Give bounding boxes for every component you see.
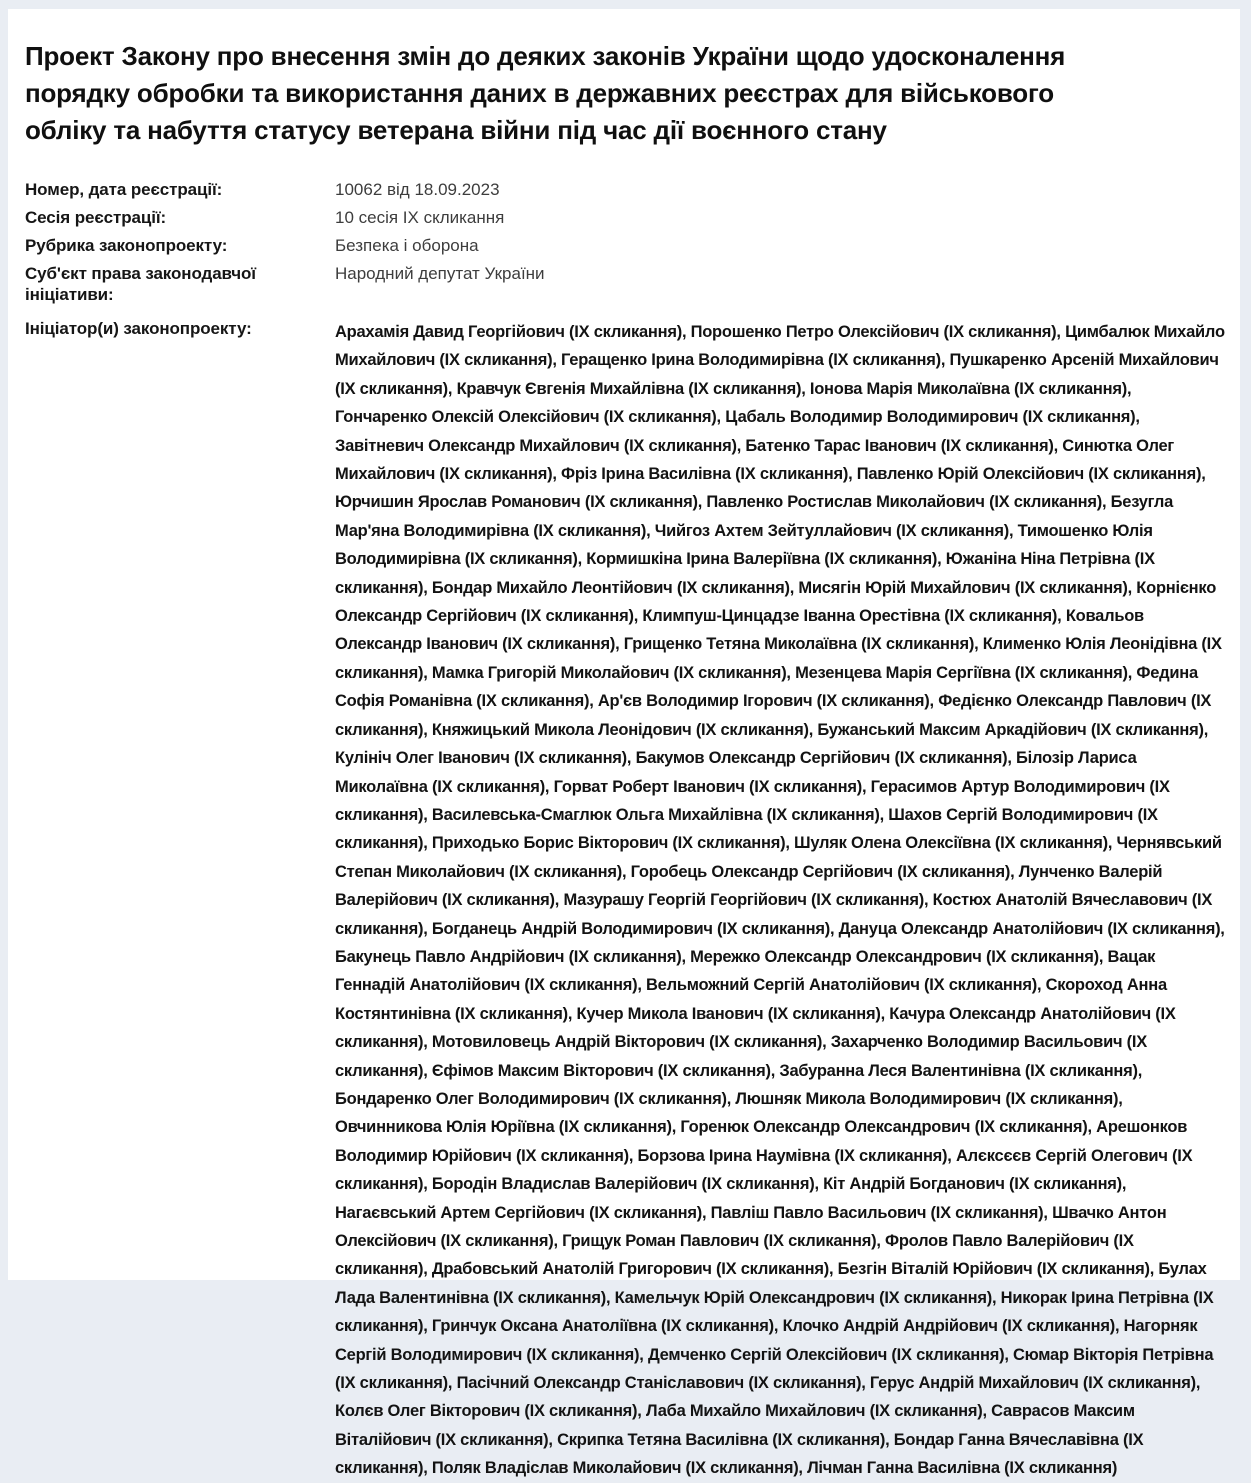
initiative-subject-value: Народний депутат України — [335, 263, 1234, 305]
bill-metadata-list — [25, 179, 1234, 1483]
registration-number-value: 10062 від 18.09.2023 — [335, 179, 1234, 200]
bill-detail-card — [8, 9, 1240, 1280]
registration-number-label: Номер, дата реєстрації: — [25, 179, 335, 200]
field-row-initiators — [25, 318, 1234, 1483]
bill-title: Проект Закону про внесення змін до деяких законів України щодо удосконалення порядку обробки та використання даних в державних реєстрах для військового обліку та набуття статусу ветерана війни під час дії воєнного стану — [25, 9, 1160, 149]
initiators-value: Арахамія Давид Георгійович (IX скликання), Порошенко Петро Олексійович (IX скликання), Цимбалюк Михайло Михайлович (IX скликання), Геращенко Ірина Володимирівна (IX скликання), Пушкаренко Арсеній Михайлович (IX скликання), Кравчук Євгенія Михайлівна (IX скликання), Іонова Марія Миколаївна (IX скликання), Гончаренко Олексій Олексійович (IX скликання), Цабаль Володимир Володимирович (IX скликання), Завітневич Олександр Михайлович (IX скликання), Батенко Тарас Іванович (IX скликання), Синютка Олег Михайлович (IX скликання), Фріз Ірина Василівна (IX скликання), Павленко Юрій Олексійович (IX скликання), Юрчишин Ярослав Романович (IX скликання), Павленко Ростислав Миколайович (IX скликання), Безугла Мар'яна Володимирівна (IX скликання), Чийгоз Ахтем Зейтуллайович (IX скликання), Тимошенко Юлія Володимирівна (IX скликання), Кормишкіна Ірина Валеріївна (IX скликання), Южаніна Ніна Петрівна (IX скликання), Бондар Михайло Леонтійович (IX скликання), Мисягін Юрій Михайлович (IX скликання), Корнієнко Олександр Сергійович (IX скликання), Климпуш-Цинцадзе Іванна Орестівна (IX скликання), Ковальов Олександр Іванович (IX скликання), Грищенко Тетяна Миколаївна (IX скликання), Клименко Юлія Леонідівна (IX скликання), Мамка Григорій Миколайович (IX скликання), Мезенцева Марія Сергіївна (IX скликання), Федина Софія Романівна (IX скликання), Ар'єв Володимир Ігорович (IX скликання), Федієнко Олександр Павлович (IX скликання), Княжицький Микола Леонідович (IX скликання), Бужанський Максим Аркадійович (IX скликання), Кулініч Олег Іванович (IX скликання), Бакумов Олександр Сергійович (IX скликання), Білозір Лариса Миколаївна (IX скликання), Горват Роберт Іванович (IX скликання), Герасимов Артур Володимирович (IX скликання), Василевська-Смаглюк Ольга Михайлівна (IX скликання), Шахов Сергій Володимирович (IX скликання), Приходько Борис Вікторович (IX скликання), Шуляк Олена Олексіївна (IX скликання), Чернявський Степан Миколайович (IX скликання), Горобець Олександр Сергійович (IX скликання), Лунченко Валерій Валерійович (IX скликання), Мазурашу Георгій Георгійович (IX скликання), Костюх Анатолій Вячеславович (IX скликання), Богданець Андрій Володимирович (IX скликання), Дануца Олександр Анатолійович (IX скликання), Бакунець Павло Андрійович (IX скликання), Мережко Олександр Олександрович (IX скликання), Вацак Геннадій Анатолійович (IX скликання), Вельможний Сергій Анатолійович (IX скликання), Скороход Анна Костянтинівна (IX скликання), Кучер Микола Іванович (IX скликання), Качура Олександр Анатолійович (IX скликання), Мотовиловець Андрій Вікторович (IX скликання), Захарченко Володимир Васильович (IX скликання), Єфімов Максим Вікторович (IX скликання), Забуранна Леся Валентинівна (IX скликання), Бондаренко Олег Володимирович (IX скликання), Люшняк Микола Володимирович (IX скликання), Овчинникова Юлія Юріївна (IX скликання), Горенюк Олександр Олександрович (IX скликання), Арешонков Володимир Юрійович (IX скликання), Борзова Ірина Наумівна (IX скликання), Алєксєєв Сергій Олегович (IX скликання), Бородін Владислав Валерійович (IX скликання), Кіт Андрій Богданович (IX скликання), Нагаєвський Артем Сергійович (IX скликання), Павліш Павло Васильович (IX скликання), Швачко Антон Олексійович (IX скликання), Грищук Роман Павлович (IX скликання), Фролов Павло Валерійович (IX скликання), Драбовський Анатолій Григорович (IX скликання), Безгін Віталій Юрійович (IX скликання), Булах Лада Валентинівна (IX скликання), Камельчук Юрій Олександрович (IX скликання), Никорак Ірина Петрівна (IX скликання), Гринчук Оксана Анатоліївна (IX скликання), Клочко Андрій Андрійович (IX скликання), Нагорняк Сергій Володимирович (IX скликання), Демченко Сергій Олексійович (IX скликання), Сюмар Вікторія Петрівна (IX скликання), Пасічний Олександр Станіславович (IX скликання), Герус Андрій Михайлович (IX скликання), Колєв Олег Вікторович (IX скликання), Лаба Михайло Михайлович (IX скликання), Саврасов Максим Віталійович (IX скликання), Скрипка Тетяна Василівна (IX скликання), Бондар Ганна Вячеславівна (IX скликання), Поляк Владіслав Миколайович (IX скликання), Лічман Ганна Василівна (IX скликання) — [335, 318, 1234, 1483]
registration-session-label: Сесія реєстрації: — [25, 207, 335, 228]
rubric-value: Безпека і оборона — [335, 235, 1234, 256]
initiative-subject-label: Суб'єкт права законодавчої ініціативи: — [25, 263, 335, 305]
field-row-initiative-subject — [25, 263, 1234, 305]
field-row-rubric — [25, 235, 1234, 256]
registration-session-value: 10 сесія IX скликання — [335, 207, 1234, 228]
field-row-registration-number — [25, 179, 1234, 200]
field-row-registration-session — [25, 207, 1234, 228]
initiators-label: Ініціатор(и) законопроекту: — [25, 318, 335, 1483]
rubric-label: Рубрика законопроекту: — [25, 235, 335, 256]
